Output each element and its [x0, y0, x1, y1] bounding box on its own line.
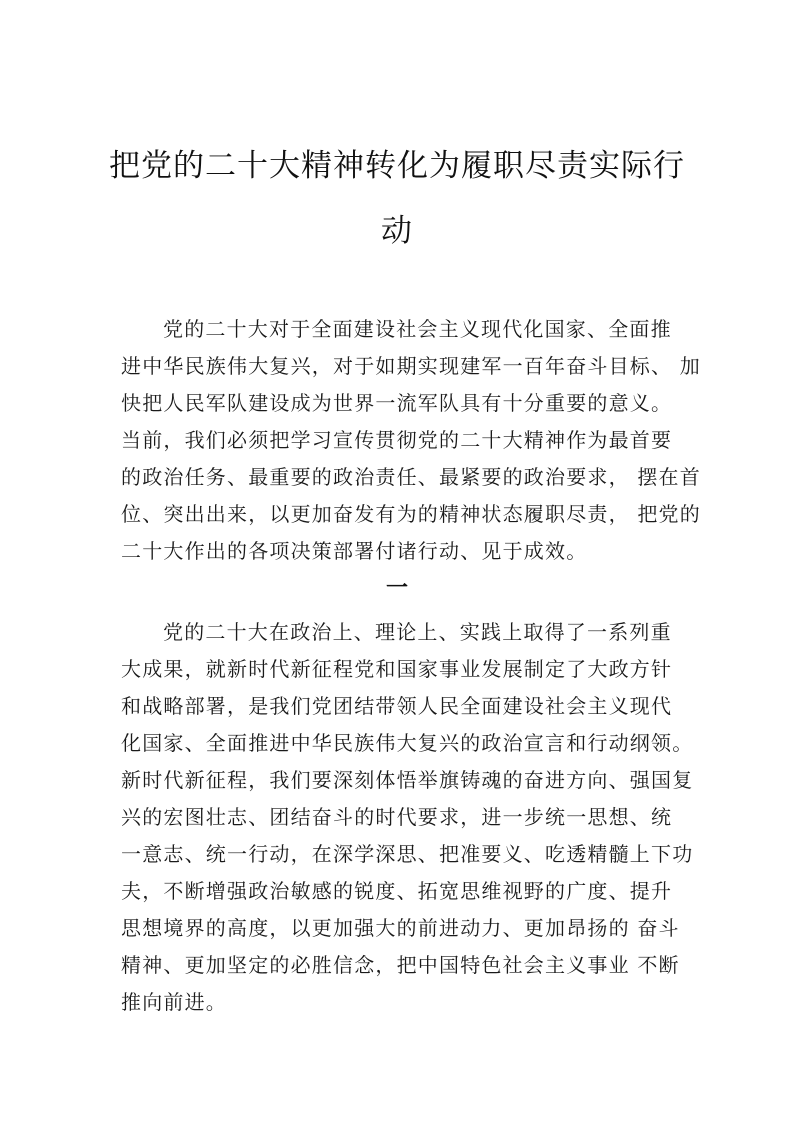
paragraph-line: 新时代新征程，我们要深刻体悟举旗铸魂的奋进方向、强国复: [121, 768, 694, 792]
paragraph-line: 化国家、全面推进中华民族伟大复兴的政治宣言和行动纲领。: [121, 731, 694, 755]
paragraph-line: 一意志、统一行动，在深学深思、把准要义、吃透精髓上下功: [121, 842, 694, 866]
paragraph-line: 当前，我们必须把学习宣传贯彻党的二十大精神作为最首要: [121, 428, 673, 452]
paragraph-line: 思想境界的高度，以更加强大的前进动力、更加昂扬的 奋斗: [121, 916, 680, 940]
paragraph-line: 的政治任务、最重要的政治责任、最紧要的政治要求， 摆在首: [121, 465, 701, 489]
document-title-line-1: 把党的二十大精神转化为履职尽责实际行: [109, 148, 685, 184]
paragraph-line: 党的二十大在政治上、理论上、实践上取得了一系列重: [163, 620, 672, 644]
paragraph-line: 和战略部署，是我们党团结带领人民全面建设社会主义现代: [121, 694, 673, 718]
paragraph-line: 兴的宏图壮志、团结奋斗的时代要求，进一步统一思想、统: [121, 805, 673, 829]
paragraph-line: 进中华民族伟大复兴，对于如期实现建军一百年奋斗目标、 加: [121, 354, 701, 378]
paragraph-line: 快把人民军队建设成为世界一流军队具有十分重要的意义。: [121, 391, 673, 415]
section-heading: 一: [385, 575, 408, 601]
paragraph-line: 位、突出出来，以更加奋发有为的精神状态履职尽责， 把党的: [121, 502, 701, 526]
paragraph-line: 推向前进。: [121, 990, 227, 1014]
paragraph-line: 党的二十大对于全面建设社会主义现代化国家、全面推: [163, 317, 672, 341]
paragraph-line: 精神、更加坚定的必胜信念，把中国特色社会主义事业 不断: [121, 953, 680, 977]
paragraph-line: 二十大作出的各项决策部署付诸行动、见于成效。: [121, 539, 588, 563]
document-title-line-2: 动: [381, 213, 413, 249]
paragraph-line: 大成果，就新时代新征程党和国家事业发展制定了大政方针: [121, 657, 673, 681]
paragraph-line: 夫，不断增强政治敏感的锐度、拓宽思维视野的广度、提升: [121, 879, 673, 903]
